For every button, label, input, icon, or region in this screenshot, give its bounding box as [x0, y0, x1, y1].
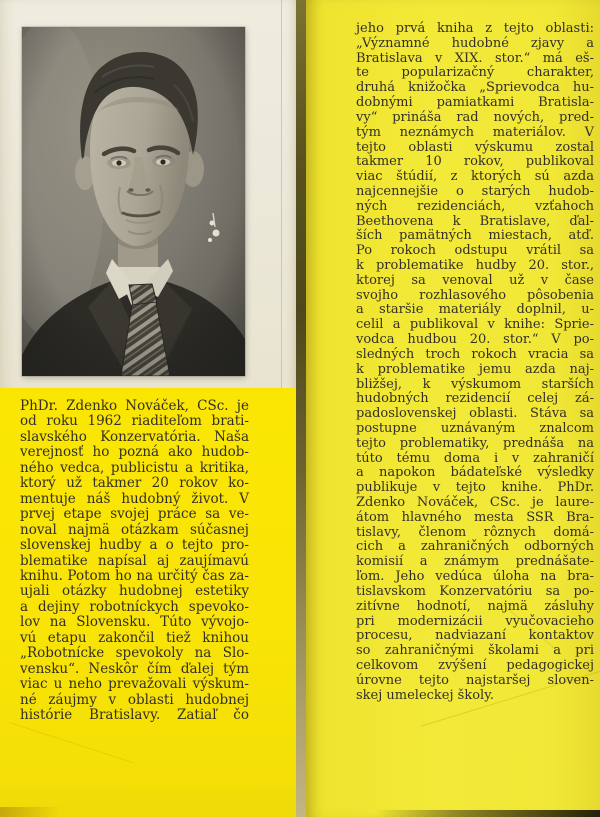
text-line: „Robotnícke spevokoly na Slo-: [20, 645, 249, 662]
text-line: tislavskom Konzervatóriu sa po-: [356, 583, 594, 599]
text-line: Zdenko Nováček, CSc. je laure-: [356, 495, 594, 510]
text-line: lov na Slovensku. Túto vývojo-: [20, 614, 249, 631]
text-line: skej umeleckej školy.: [356, 687, 494, 703]
text-line: slovenskej hudby a o tejto pro-: [20, 537, 249, 554]
text-line: tejto oblasti výskumu zostal: [356, 139, 594, 155]
left-flap: [0, 0, 297, 817]
text-line: mentuje náš hudobný život. V: [20, 490, 249, 507]
text-line: Beethovena k Bratislave, ďal-: [356, 213, 594, 229]
text-line: vensku“. Neskôr čím ďalej tým: [20, 660, 249, 677]
right-page: [306, 0, 600, 817]
paper-crease: [281, 0, 282, 388]
text-line: vy“ prináša rad nových, pred-: [356, 109, 594, 125]
page-seam: [296, 0, 306, 817]
text-line: publikuje v tejto knihe. PhDr.: [356, 480, 594, 496]
portrait-photo: [22, 27, 245, 376]
text-line: procesu, nadviazaní kontaktov: [356, 628, 594, 644]
text-line: „Významné hudobné zjavy a: [356, 35, 594, 51]
text-line: najcennejšie o starých hudob-: [356, 183, 594, 199]
text-line: takmer 10 rokov, publikoval: [356, 154, 594, 170]
text-line: verejnosť ho pozná ako hudob-: [20, 444, 249, 461]
text-line: postupne uznávaným znalcom: [356, 420, 594, 436]
text-line: histórie Bratislavy. Zatiaľ čo: [20, 707, 249, 724]
portrait-photo-illustration: [22, 27, 245, 376]
text-line: tým neznámych materiálov. V: [356, 124, 594, 140]
text-line: vodca hudbou 20. stor.“ V po-: [356, 332, 594, 348]
text-line: pri modernizácii vyučovacieho: [356, 613, 594, 629]
text-line: k problematike jemu azda naj-: [356, 361, 594, 377]
text-line: ktorý už takmer 20 rokov ko-: [20, 475, 249, 492]
text-line: cich a zahraničných odborných: [356, 539, 594, 555]
text-line: ujali otázky hudobnej estetiky: [20, 583, 249, 600]
text-line: komisií a známym prednášate-: [356, 554, 594, 570]
text-line: ktorej sa venoval už v čase: [356, 272, 594, 288]
text-line: bližšej, k výskumom starších: [356, 376, 594, 392]
photo-vignette: [22, 27, 245, 376]
text-line: druhá knižočka „Sprievodca hu-: [356, 80, 594, 96]
text-line: vú etapu zakončil tiež knihou: [20, 629, 249, 646]
text-line: te popularizačný charakter,: [356, 65, 594, 81]
text-line: tejto problematiky, prednáša na: [356, 435, 594, 451]
text-line: a staršie materiály doplnil, u-: [356, 302, 594, 318]
text-line: Po rokoch odstupu vrátil sa: [356, 243, 594, 259]
text-line: k problematike hudby 20. stor.,: [356, 258, 594, 273]
text-line: PhDr. Zdenko Nováček, CSc. je: [20, 398, 249, 414]
text-line: so zahraničnými školami a pri: [356, 643, 594, 659]
text-line: átom hlavného mesta SSR Bra-: [356, 509, 594, 525]
text-line: úrovne tejto najstaršej sloven-: [356, 672, 594, 688]
text-line: dobnými pamiatkami Bratisla-: [356, 95, 594, 111]
text-line: né záujmy v oblasti hudobnej: [20, 691, 249, 708]
text-line: knihu. Potom ho na určitý čas za-: [20, 567, 249, 584]
text-line: ného vedca, publicistu a kritika,: [20, 459, 249, 476]
text-line: tislavy, členom rôznych domá-: [356, 524, 594, 540]
text-line: túto tému doma i v zahraničí: [356, 450, 594, 466]
text-line: hudobných rezidencií celej zá-: [356, 391, 594, 407]
text-line: od roku 1962 riaditeľom brati-: [20, 413, 249, 430]
text-line: a dejiny robotníckych spevoko-: [20, 598, 249, 615]
text-line: prvej etape svojej práce sa ve-: [20, 506, 249, 523]
right-column-text: [356, 22, 594, 703]
text-line: ľom. Jeho vedúca úloha na bra-: [356, 569, 594, 585]
text-line: padoslovenskej oblasti. Stáva sa: [356, 406, 594, 422]
text-line: blematike napísal aj zaujímavú: [20, 552, 249, 569]
text-line: a napokon bádateľské výsledky: [356, 465, 594, 481]
text-line: sledných troch rokoch vracia sa: [356, 346, 594, 362]
text-line: viac štúdií, z ktorých sú azda: [356, 169, 594, 185]
text-line: celkovom zvýšení pedagogickej: [356, 657, 594, 673]
text-line: slavského Konzervatória. Naša: [20, 428, 249, 445]
text-line: ších pamätných miestach, atď.: [356, 228, 594, 244]
text-line: Bratislava v XIX. stor.“ má eš-: [356, 50, 594, 66]
text-line: ných rezidenciách, vzťahoch: [356, 198, 594, 214]
text-line: celil a publikoval v knihe: Sprie-: [356, 317, 594, 333]
text-line: viac u neho prevažovali výskum-: [20, 676, 249, 693]
text-line: noval najmä otázkam súčasnej: [20, 521, 249, 538]
text-line: zitívne hodnotí, najmä zásluhy: [356, 598, 594, 614]
corner-shadow: [0, 807, 60, 817]
left-column-text: [20, 399, 249, 724]
text-line: jeho prvá kniha z tejto oblasti:: [356, 21, 594, 36]
bottom-edge-shadow: [376, 810, 600, 817]
text-line: svojho rozhlasového pôsobenia: [356, 287, 594, 303]
